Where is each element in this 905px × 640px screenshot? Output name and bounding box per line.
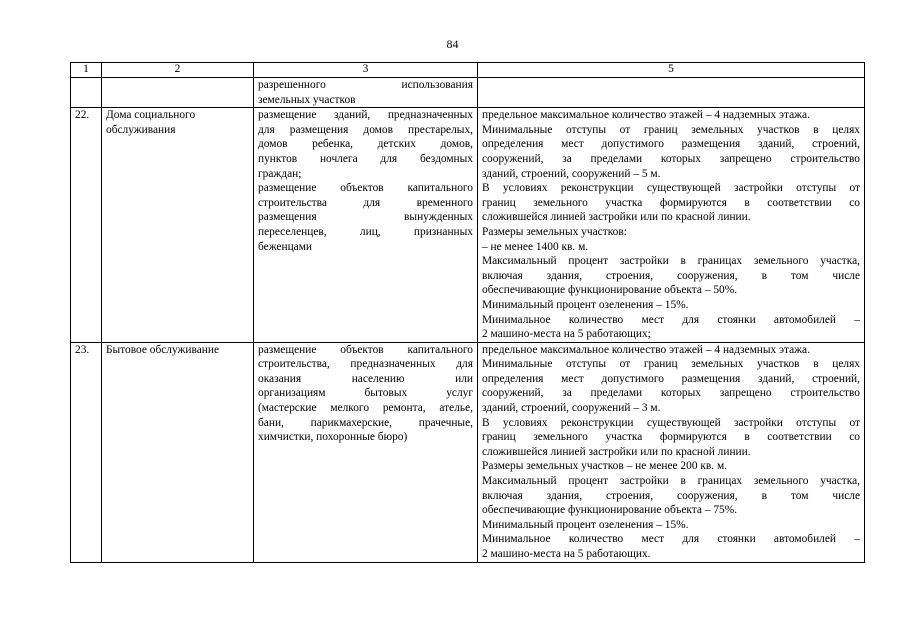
header-cell-col2: 2: [102, 63, 254, 78]
description-line: переселенцев, лиц, признанных: [258, 225, 473, 238]
table-header-row: [71, 63, 865, 78]
parameter-line: границ земельного участка формируются в соответствии со: [482, 196, 860, 209]
page-number: 84: [446, 37, 459, 51]
description-line: бани, парикмахерские, прачечные,: [258, 416, 473, 429]
cont-cell-params: [478, 78, 865, 108]
parameter-line: включая здания, строения, сооружения, в том числе: [482, 269, 860, 282]
row-use-name: Бытовое обслуживание: [102, 342, 254, 562]
description-line: размещение объектов капитального: [258, 343, 473, 356]
parameter-line: Минимальное количество мест для стоянки автомобилей –: [482, 533, 860, 546]
description-line: строительства для временного: [258, 196, 473, 209]
parameter-line: Минимальное количество мест для стоянки автомобилей –: [482, 313, 860, 326]
table-row: [71, 108, 865, 343]
description-line: строительства, предназначенных для: [258, 358, 473, 371]
parameter-line: Размеры земельных участков:: [482, 225, 627, 238]
zoning-table: [70, 62, 865, 563]
table-row-continuation: [71, 78, 865, 108]
parameter-line: определения мест допустимого размещения зданий, строений,: [482, 138, 860, 151]
parameter-line: определения мест допустимого размещения зданий, строений,: [482, 372, 860, 385]
description-line: (мастерские мелкого ремонта, ательe,: [258, 402, 473, 415]
row-number: 22.: [71, 108, 102, 343]
row-number: 23.: [71, 342, 102, 562]
parameter-line: Минимальный процент озеленения – 15%.: [482, 298, 689, 311]
parameter-line: Минимальные отступы от границ земельных участков в целях: [482, 358, 860, 371]
description-line: пунктов ночлега для бездомных: [258, 152, 473, 165]
parameter-line: 2 машино-места на 5 работающих;: [482, 328, 651, 341]
table-row: [71, 342, 865, 562]
parameter-line: – не менее 1400 кв. м.: [482, 240, 589, 253]
parameter-line: 2 машино-места на 5 работающих.: [482, 548, 651, 560]
row-use-name: Дома социального обслуживания: [102, 108, 254, 343]
row-parameters: [478, 108, 865, 343]
description-line: граждан;: [258, 167, 302, 180]
parameter-line: Минимальные отступы от границ земельных участков в целях: [482, 123, 860, 136]
parameter-line: Размеры земельных участков – не менее 200 кв. м.: [482, 460, 728, 473]
parameter-line: включая здания, строения, сооружения, в том числе: [482, 489, 860, 502]
cont-cell-desc: [254, 78, 478, 108]
description-line: организациям бытовых услуг: [258, 387, 473, 400]
row-parameters: [478, 342, 865, 562]
description-line: домов ребенка, детских домов,: [258, 138, 473, 151]
parameter-line: сложившейся линией застройки или по красной линии.: [482, 211, 751, 224]
row-use-description: [254, 108, 478, 343]
parameter-line: В условиях реконструкции существующей застройки отступы от: [482, 182, 860, 195]
parameter-line: Минимальный процент озеленения – 15%.: [482, 518, 689, 531]
description-line: размещение зданий, предназначенных: [258, 109, 473, 122]
header-cell-col3: 3: [254, 63, 478, 78]
description-line: оказания населению или: [258, 372, 473, 385]
description-line: для размещения домов престарелых,: [258, 123, 473, 136]
cont-cell-name: [102, 78, 254, 108]
parameter-line: Максимальный процент застройки в границах земельного участка,: [482, 475, 860, 488]
description-line: беженцами: [258, 240, 313, 253]
cont-cell-num: [71, 78, 102, 108]
parameter-line: сложившейся линией застройки или по красной линии.: [482, 445, 751, 458]
parameter-line: Максимальный процент застройки в границах земельного участка,: [482, 255, 860, 268]
parameter-line: сооружений, за пределами которых запрещено строительство: [482, 387, 860, 400]
cont-desc-line: земельных участков: [258, 93, 356, 106]
cont-desc-line: разрешенного использования: [258, 79, 473, 91]
parameter-line: границ земельного участка формируются в соответствии со: [482, 431, 860, 444]
description-line: химчистки, похоронные бюро): [258, 431, 408, 444]
parameter-line: предельное максимальное количество этажей – 4 надземных этажа.: [482, 343, 810, 356]
parameter-line: сооружений, за пределами которых запрещено строительство: [482, 152, 860, 165]
description-line: размещение объектов капитального: [258, 182, 473, 195]
parameter-line: обеспечивающие функционирование объекта – 50%.: [482, 284, 738, 297]
header-cell-col5: 5: [478, 63, 865, 78]
parameter-line: В условиях реконструкции существующей застройки отступы от: [482, 416, 860, 429]
description-line: размещения вынужденных: [258, 211, 473, 224]
parameter-line: зданий, строений, сооружений – 3 м.: [482, 402, 661, 415]
parameter-line: обеспечивающие функционирование объекта – 75%.: [482, 504, 738, 517]
parameter-line: зданий, строений, сооружений – 5 м.: [482, 167, 661, 180]
row-use-description: [254, 342, 478, 562]
header-cell-col1: 1: [71, 63, 102, 78]
parameter-line: предельное максимальное количество этажей – 4 надземных этажа.: [482, 109, 810, 122]
